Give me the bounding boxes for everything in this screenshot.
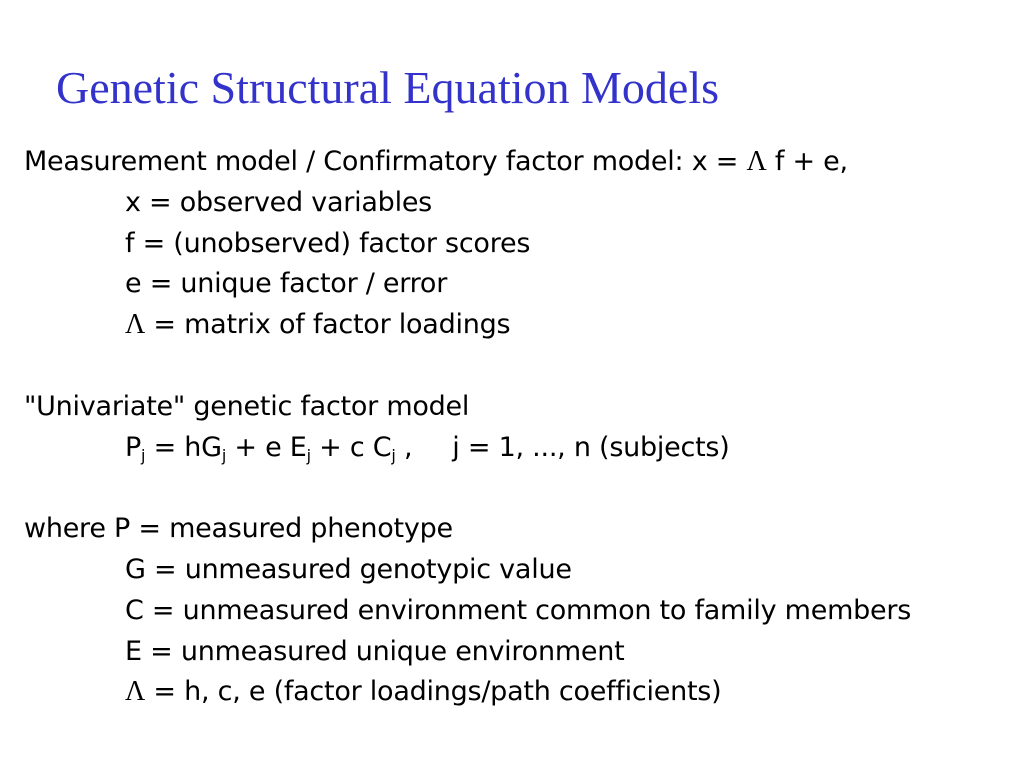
subscript-j: j [141, 445, 146, 465]
equation-term-hg: = hG [153, 431, 222, 463]
lambda-symbol: Λ [125, 309, 146, 341]
subscript-j: j [221, 445, 227, 465]
lambda-symbol: Λ [125, 676, 146, 708]
x-definition: x = observed variables [125, 186, 433, 218]
lambda-loadings-definition [24, 672, 1019, 713]
e-definition: e = unique factor / error [125, 268, 448, 300]
univariate-heading: "Univariate" genetic factor model [24, 390, 470, 422]
phenotype-symbol: P [125, 431, 142, 463]
g-definition: G = unmeasured genotypic value [125, 553, 572, 585]
environment-e-definition: E = unmeasured unique environment [125, 635, 625, 667]
equation-term-cc: + c C [319, 431, 392, 463]
subscript-j: j [391, 445, 396, 465]
equation-term-ee: + e E [234, 431, 307, 463]
spacer [24, 468, 1019, 509]
where-p-definition: where P = measured phenotype [24, 513, 453, 545]
slide-title: Genetic Structural Equation Models [56, 62, 720, 113]
measurement-intro-tail: f + e, [774, 146, 848, 177]
c-definition: C = unmeasured environment common to family members [125, 594, 912, 626]
lambda-symbol: Λ [746, 146, 767, 177]
slide-body [24, 142, 1019, 713]
lambda-definition [24, 305, 1019, 346]
univariate-equation [24, 428, 1019, 469]
measurement-model-line [24, 142, 1019, 183]
measurement-intro-text: Measurement model / Confirmatory factor model: x = [24, 146, 739, 177]
lambda-definition-text: = matrix of factor loadings [153, 309, 511, 341]
f-definition: f = (unobserved) factor scores [125, 227, 531, 259]
spacer [24, 346, 1019, 387]
lambda-loadings-text: = h, c, e (factor loadings/path coefficients) [153, 676, 722, 708]
equation-comma: , [403, 431, 413, 463]
index-range: j = 1, ..., n (subjects) [452, 431, 730, 463]
subscript-j: j [306, 445, 311, 465]
